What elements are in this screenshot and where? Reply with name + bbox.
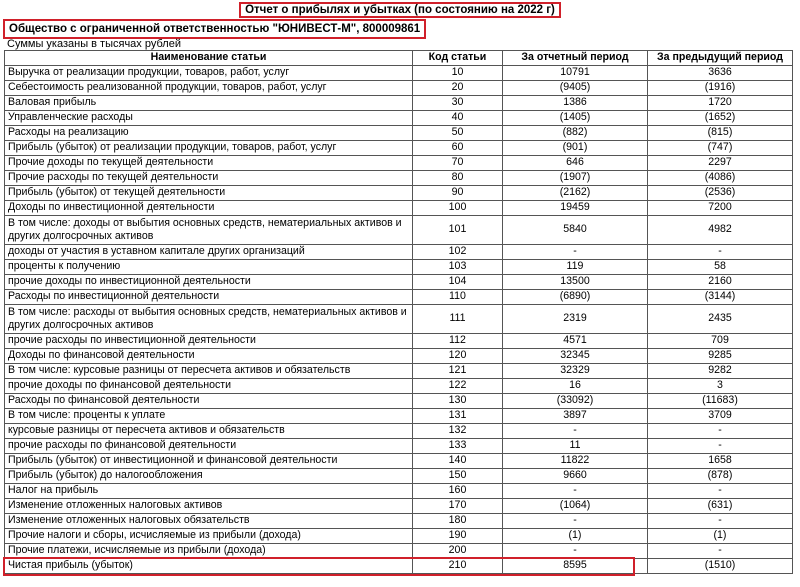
row-item-name: Прибыль (убыток) до налогообложения bbox=[5, 469, 413, 484]
row-previous-value: - bbox=[648, 245, 793, 260]
row-item-name: Изменение отложенных налоговых активов bbox=[5, 499, 413, 514]
table-row-net-profit bbox=[5, 559, 793, 574]
row-previous-value: (3144) bbox=[648, 290, 793, 305]
row-current-value: (1) bbox=[503, 529, 648, 544]
row-item-code: 70 bbox=[413, 156, 503, 171]
row-current-value: 8595 bbox=[503, 559, 648, 574]
table-row bbox=[5, 379, 793, 394]
row-current-value: 3897 bbox=[503, 409, 648, 424]
company-name: Общество с ограниченной ответственностью "ЮНИВЕСТ-М", 800009861 bbox=[3, 19, 426, 39]
row-current-value: (901) bbox=[503, 141, 648, 156]
table-row bbox=[5, 171, 793, 186]
row-item-code: 103 bbox=[413, 260, 503, 275]
report-title bbox=[0, 2, 800, 18]
row-item-code: 150 bbox=[413, 469, 503, 484]
header-current-period: За отчетный период bbox=[503, 51, 648, 66]
row-item-name: прочие расходы по финансовой деятельности bbox=[5, 439, 413, 454]
table-row bbox=[5, 544, 793, 559]
row-item-name: Изменение отложенных налоговых обязательств bbox=[5, 514, 413, 529]
table-row bbox=[5, 529, 793, 544]
row-current-value: (882) bbox=[503, 126, 648, 141]
row-previous-value: (1916) bbox=[648, 81, 793, 96]
row-item-code: 10 bbox=[413, 66, 503, 81]
table-row bbox=[5, 469, 793, 484]
row-previous-value: - bbox=[648, 514, 793, 529]
row-item-name: Прочие расходы по текущей деятельности bbox=[5, 171, 413, 186]
row-current-value: 646 bbox=[503, 156, 648, 171]
row-item-name: В том числе: проценты к уплате bbox=[5, 409, 413, 424]
row-previous-value: 2435 bbox=[648, 305, 793, 334]
row-previous-value: 1658 bbox=[648, 454, 793, 469]
row-item-code: 121 bbox=[413, 364, 503, 379]
row-previous-value: (1510) bbox=[648, 559, 793, 574]
row-previous-value: - bbox=[648, 544, 793, 559]
row-previous-value: 7200 bbox=[648, 201, 793, 216]
row-item-name: Прочие платежи, исчисляемые из прибыли (дохода) bbox=[5, 544, 413, 559]
row-previous-value: 3636 bbox=[648, 66, 793, 81]
row-previous-value: (2536) bbox=[648, 186, 793, 201]
table-row bbox=[5, 216, 793, 245]
row-previous-value: (631) bbox=[648, 499, 793, 514]
row-item-code: 111 bbox=[413, 305, 503, 334]
row-item-name: Прибыль (убыток) от инвестиционной и финансовой деятельности bbox=[5, 454, 413, 469]
row-item-name: Чистая прибыль (убыток) bbox=[5, 559, 413, 574]
row-item-code: 80 bbox=[413, 171, 503, 186]
row-item-name: прочие расходы по инвестиционной деятельности bbox=[5, 334, 413, 349]
table-row bbox=[5, 499, 793, 514]
row-current-value: (6890) bbox=[503, 290, 648, 305]
row-previous-value: (815) bbox=[648, 126, 793, 141]
row-item-name: Валовая прибыль bbox=[5, 96, 413, 111]
table-row bbox=[5, 364, 793, 379]
row-item-name: Расходы по финансовой деятельности bbox=[5, 394, 413, 409]
row-item-name: Управленческие расходы bbox=[5, 111, 413, 126]
row-item-code: 122 bbox=[413, 379, 503, 394]
row-item-code: 110 bbox=[413, 290, 503, 305]
row-item-name: Выручка от реализации продукции, товаров, работ, услуг bbox=[5, 66, 413, 81]
header-previous-period: За предыдущий период bbox=[648, 51, 793, 66]
row-current-value: 19459 bbox=[503, 201, 648, 216]
row-previous-value: 4982 bbox=[648, 216, 793, 245]
table-row bbox=[5, 275, 793, 290]
row-item-name: прочие доходы по финансовой деятельности bbox=[5, 379, 413, 394]
row-previous-value: 3 bbox=[648, 379, 793, 394]
row-current-value: - bbox=[503, 484, 648, 499]
table-row bbox=[5, 439, 793, 454]
row-item-name: Прочие налоги и сборы, исчисляемые из прибыли (дохода) bbox=[5, 529, 413, 544]
row-current-value: (33092) bbox=[503, 394, 648, 409]
row-previous-value: 1720 bbox=[648, 96, 793, 111]
row-item-name: доходы от участия в уставном капитале других организаций bbox=[5, 245, 413, 260]
row-item-code: 132 bbox=[413, 424, 503, 439]
row-item-name: Прибыль (убыток) от текущей деятельности bbox=[5, 186, 413, 201]
row-item-name: Налог на прибыль bbox=[5, 484, 413, 499]
row-previous-value: (878) bbox=[648, 469, 793, 484]
row-previous-value: 58 bbox=[648, 260, 793, 275]
table-row bbox=[5, 141, 793, 156]
row-item-code: 210 bbox=[413, 559, 503, 574]
row-item-name: В том числе: курсовые разницы от пересчета активов и обязательств bbox=[5, 364, 413, 379]
table-row bbox=[5, 290, 793, 305]
row-item-code: 130 bbox=[413, 394, 503, 409]
table-row bbox=[5, 66, 793, 81]
row-previous-value: 2160 bbox=[648, 275, 793, 290]
row-item-code: 133 bbox=[413, 439, 503, 454]
row-previous-value: (1652) bbox=[648, 111, 793, 126]
row-item-name: В том числе: расходы от выбытия основных средств, нематериальных активов и других долгосрочных активов bbox=[5, 305, 413, 334]
row-item-code: 50 bbox=[413, 126, 503, 141]
row-item-code: 102 bbox=[413, 245, 503, 260]
table-row bbox=[5, 186, 793, 201]
row-previous-value: - bbox=[648, 424, 793, 439]
row-item-code: 120 bbox=[413, 349, 503, 364]
row-previous-value: 3709 bbox=[648, 409, 793, 424]
row-current-value: 32345 bbox=[503, 349, 648, 364]
row-current-value: 9660 bbox=[503, 469, 648, 484]
row-item-code: 140 bbox=[413, 454, 503, 469]
row-current-value: - bbox=[503, 424, 648, 439]
row-current-value: (9405) bbox=[503, 81, 648, 96]
table-row bbox=[5, 484, 793, 499]
row-current-value: 4571 bbox=[503, 334, 648, 349]
report-title-text: Отчет о прибылях и убытках (по состоянию на 2022 г) bbox=[239, 2, 561, 18]
income-statement-table bbox=[4, 50, 793, 574]
row-item-name: Прибыль (убыток) от реализации продукции, товаров, работ, услуг bbox=[5, 141, 413, 156]
row-previous-value: 2297 bbox=[648, 156, 793, 171]
row-current-value: 32329 bbox=[503, 364, 648, 379]
row-item-name: Себестоимость реализованной продукции, товаров, работ, услуг bbox=[5, 81, 413, 96]
table-row bbox=[5, 454, 793, 469]
row-current-value: (1907) bbox=[503, 171, 648, 186]
table-row bbox=[5, 245, 793, 260]
row-current-value: 5840 bbox=[503, 216, 648, 245]
row-item-code: 180 bbox=[413, 514, 503, 529]
table-row bbox=[5, 305, 793, 334]
row-current-value: (1405) bbox=[503, 111, 648, 126]
row-item-code: 60 bbox=[413, 141, 503, 156]
row-item-code: 100 bbox=[413, 201, 503, 216]
row-item-code: 190 bbox=[413, 529, 503, 544]
row-current-value: (1064) bbox=[503, 499, 648, 514]
table-row bbox=[5, 334, 793, 349]
table-row bbox=[5, 81, 793, 96]
row-current-value: 119 bbox=[503, 260, 648, 275]
header-item-code: Код статьи bbox=[413, 51, 503, 66]
row-current-value: 10791 bbox=[503, 66, 648, 81]
row-previous-value: 709 bbox=[648, 334, 793, 349]
table-row bbox=[5, 409, 793, 424]
table-row bbox=[5, 349, 793, 364]
row-previous-value: (747) bbox=[648, 141, 793, 156]
row-item-name: Доходы по инвестиционной деятельности bbox=[5, 201, 413, 216]
row-item-code: 104 bbox=[413, 275, 503, 290]
row-current-value: 16 bbox=[503, 379, 648, 394]
row-current-value: - bbox=[503, 544, 648, 559]
row-current-value: (2162) bbox=[503, 186, 648, 201]
row-previous-value: (4086) bbox=[648, 171, 793, 186]
row-item-code: 200 bbox=[413, 544, 503, 559]
row-current-value: - bbox=[503, 245, 648, 260]
row-item-code: 112 bbox=[413, 334, 503, 349]
row-item-code: 131 bbox=[413, 409, 503, 424]
row-item-code: 160 bbox=[413, 484, 503, 499]
table-row bbox=[5, 96, 793, 111]
row-item-name: Расходы по инвестиционной деятельности bbox=[5, 290, 413, 305]
row-current-value: 11822 bbox=[503, 454, 648, 469]
row-item-code: 90 bbox=[413, 186, 503, 201]
row-previous-value: (1) bbox=[648, 529, 793, 544]
row-previous-value: 9282 bbox=[648, 364, 793, 379]
table-row bbox=[5, 514, 793, 529]
table-row bbox=[5, 126, 793, 141]
row-item-code: 101 bbox=[413, 216, 503, 245]
row-item-name: Доходы по финансовой деятельности bbox=[5, 349, 413, 364]
row-current-value: 1386 bbox=[503, 96, 648, 111]
table-row bbox=[5, 156, 793, 171]
row-item-code: 30 bbox=[413, 96, 503, 111]
row-current-value: - bbox=[503, 514, 648, 529]
row-item-name: проценты к получению bbox=[5, 260, 413, 275]
row-previous-value: 9285 bbox=[648, 349, 793, 364]
row-current-value: 2319 bbox=[503, 305, 648, 334]
table-header-row bbox=[5, 51, 793, 66]
row-previous-value: (11683) bbox=[648, 394, 793, 409]
table-row bbox=[5, 260, 793, 275]
row-previous-value: - bbox=[648, 484, 793, 499]
table-row bbox=[5, 201, 793, 216]
row-item-name: курсовые разницы от пересчета активов и обязательств bbox=[5, 424, 413, 439]
row-item-name: В том числе: доходы от выбытия основных средств, нематериальных активов и других долгосрочных активов bbox=[5, 216, 413, 245]
row-item-code: 40 bbox=[413, 111, 503, 126]
row-item-name: Прочие доходы по текущей деятельности bbox=[5, 156, 413, 171]
table-row bbox=[5, 111, 793, 126]
table-row bbox=[5, 424, 793, 439]
table-row bbox=[5, 394, 793, 409]
header-item-name: Наименование статьи bbox=[5, 51, 413, 66]
row-item-code: 20 bbox=[413, 81, 503, 96]
row-item-code: 170 bbox=[413, 499, 503, 514]
row-previous-value: - bbox=[648, 439, 793, 454]
row-item-name: Расходы на реализацию bbox=[5, 126, 413, 141]
row-current-value: 11 bbox=[503, 439, 648, 454]
units-note: Суммы указаны в тысячах рублей bbox=[7, 38, 181, 50]
row-item-name: прочие доходы по инвестиционной деятельности bbox=[5, 275, 413, 290]
row-current-value: 13500 bbox=[503, 275, 648, 290]
